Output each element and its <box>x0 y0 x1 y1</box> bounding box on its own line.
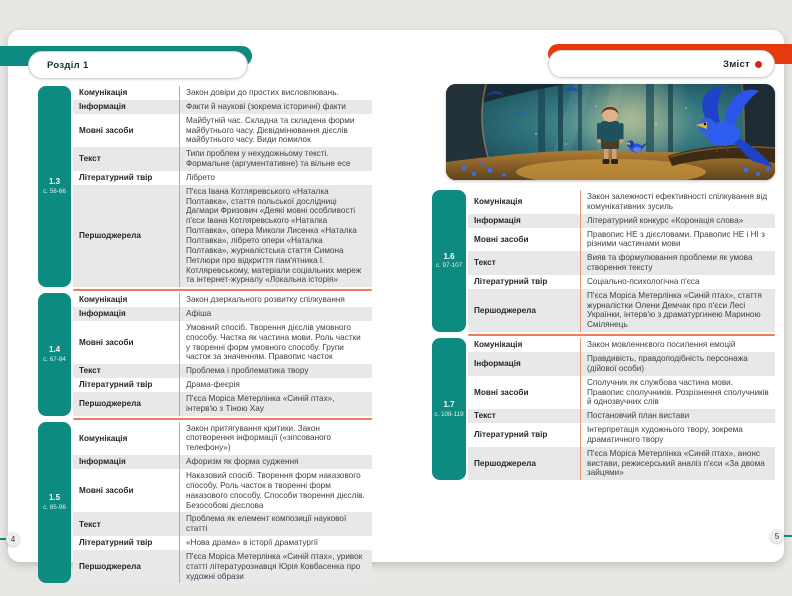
table-row <box>468 447 775 481</box>
table-row <box>468 352 775 376</box>
section-number: 1.5 <box>48 493 61 503</box>
row-text: Драма-феєрія <box>179 378 372 392</box>
table-row <box>73 512 372 536</box>
row-label: Мовні засоби <box>474 387 529 397</box>
table-row <box>468 409 775 423</box>
toc-section <box>432 338 775 480</box>
row-label: Інформація <box>474 359 521 369</box>
row-label: Комунікація <box>474 197 523 207</box>
table-row <box>73 422 372 456</box>
section-rows <box>468 190 775 332</box>
section-badge <box>38 422 71 584</box>
right-header-pill <box>548 50 775 78</box>
row-text: П'єса Івана Котляревського «Наталка Полтавка», стаття польської дослідниці Дагмари Фризович «Деякі мовні особливості п'єси Івана Котляревського «Наталка Полтавка», опера Миколи Лисенка «Наталка Полтавка», лібрето опери «Наталка Полтавка», журналістська стаття Симона Петлюри про відкриття пам'ятника І. Котляревському, матеріали соціальних мереж та інтернет-журналу «Локальна історія» <box>179 185 372 287</box>
row-text: Сполучник як службова частина мови. Правопис сполучників. Розрізнення сполучників й однозвучних слів <box>580 376 775 410</box>
section-number: 1.4 <box>48 345 61 354</box>
section-page-range: с. 108-119 <box>434 410 464 418</box>
left-contents-table <box>38 86 372 583</box>
toc-section <box>38 293 372 415</box>
table-row <box>73 147 372 171</box>
table-row <box>73 293 372 307</box>
row-text: Умовний спосіб. Творення дієслів умовного способу. Частка як частина мови. Роль частки у творенні форм умовного способу. Групи часток за значенням. Правопис часток <box>179 321 372 364</box>
row-text: Проблема як елемент композиції наукової статті <box>179 512 372 536</box>
row-text: Лібрето <box>179 171 372 185</box>
row-label: Інформація <box>79 457 126 467</box>
row-label: Літературний твір <box>474 430 548 440</box>
table-row <box>73 321 372 364</box>
row-label: Текст <box>79 154 101 164</box>
row-text: Правдивість, правдоподібність персонажа (дійової особи) <box>580 352 775 376</box>
forest-illustration <box>446 84 775 180</box>
page-number-label: 5 <box>774 531 780 541</box>
row-text: Закон довіри до простих висловлювань. <box>179 86 372 100</box>
row-label: Першоджерела <box>474 305 536 315</box>
row-label: Першоджерела <box>79 231 141 241</box>
table-row <box>468 338 775 352</box>
section-page-range: с. 67-84 <box>43 355 66 363</box>
row-label: Текст <box>474 258 496 268</box>
section-number: 1.6 <box>443 251 455 261</box>
row-label: Літературний твір <box>79 538 153 548</box>
row-label: Комунікація <box>79 295 128 305</box>
table-row <box>73 364 372 378</box>
section-separator <box>73 289 372 291</box>
section-badge <box>38 86 71 287</box>
row-label: Комунікація <box>79 88 128 98</box>
row-label: Літературний твір <box>474 277 548 287</box>
row-label: Літературний твір <box>79 173 153 183</box>
row-text: Афіша <box>179 307 372 321</box>
left-header-pill <box>28 51 248 79</box>
table-row <box>73 86 372 100</box>
table-row <box>468 376 775 410</box>
row-label: Інформація <box>474 215 521 225</box>
table-row <box>73 185 372 287</box>
table-row <box>73 171 372 185</box>
table-row <box>73 378 372 392</box>
row-text: Афоризм як форма судження <box>179 455 372 469</box>
section-badge <box>432 338 466 480</box>
row-label: Літературний твір <box>79 380 153 390</box>
row-label: Мовні засоби <box>79 485 134 495</box>
section-rows <box>73 86 372 287</box>
table-row <box>73 455 372 469</box>
table-row <box>468 289 775 332</box>
row-text: П'єса Моріса Метерлінка «Синій птах», уривок статті літературознавця Юрія Ковбасенка про художні образи <box>179 550 372 584</box>
section-page-range: с. 97-107 <box>435 262 463 270</box>
table-row <box>73 469 372 512</box>
toc-section <box>432 190 775 332</box>
row-label: Мовні засоби <box>474 234 529 244</box>
toc-section <box>38 86 372 287</box>
row-text: Типи проблем у нехудожньому тексті. Формальне (аргументативне) та вільне есе <box>179 147 372 171</box>
row-text: Вияв та формулювання проблеми як умова створення тексту <box>580 251 775 275</box>
row-text: Наказовий спосіб. Творення форм наказового способу. Роль часток в творенні форм наказового способу. Способи творення дієслів. Безособові дієслова <box>179 469 372 512</box>
row-text: Закон притягування критики. Закон спотворення інформації («зіпсованого телефону») <box>179 422 372 456</box>
section-separator <box>73 418 372 420</box>
table-row <box>468 423 775 447</box>
row-label: Комунікація <box>474 340 523 350</box>
page-number-line <box>783 535 792 537</box>
section-rows <box>468 338 775 480</box>
row-label: Мовні засоби <box>79 125 134 135</box>
table-row <box>468 190 775 214</box>
row-text: Соціально-психологічна п'єса <box>580 275 775 289</box>
row-text: Постановчий план вистави <box>580 409 775 423</box>
table-row <box>73 114 372 148</box>
page-number-label: 4 <box>10 534 16 544</box>
table-row <box>468 214 775 228</box>
table-row <box>468 275 775 289</box>
row-text: Інтерпретація художнього твору, зокрема драматичного твору <box>580 423 775 447</box>
section-separator <box>468 334 775 336</box>
table-row <box>73 536 372 550</box>
section-number: 1.3 <box>48 177 61 187</box>
row-label: Текст <box>474 411 496 421</box>
row-label: Мовні засоби <box>79 337 134 347</box>
section-badge <box>432 190 466 332</box>
right-contents-table <box>432 190 775 480</box>
table-row <box>468 228 775 252</box>
row-label: Першоджерела <box>79 561 141 571</box>
section-rows <box>73 293 372 415</box>
row-text: Факти й наукові (зокрема історичні) факти <box>179 100 372 114</box>
page-title: Зміст <box>722 58 750 70</box>
row-label: Інформація <box>79 102 126 112</box>
section-page-range: с. 85-96 <box>43 503 66 511</box>
page-title: Розділ 1 <box>47 59 89 71</box>
row-label: Першоджерела <box>79 399 141 409</box>
row-text: П'єса Моріса Метерлінка «Синій птах», анонс вистави, режисерський аналіз п'єси «За двома зайцями» <box>580 447 775 481</box>
row-label: Текст <box>79 519 101 529</box>
table-row <box>73 392 372 416</box>
row-text: П'єса Моріса Метерлінка «Синій птах», інтерв'ю з Тіною Хау <box>179 392 372 416</box>
row-label: Текст <box>79 366 101 376</box>
table-row <box>468 251 775 275</box>
row-text: «Нова драма» в історії драматургії <box>179 536 372 550</box>
row-label: Першоджерела <box>474 458 536 468</box>
toc-section <box>38 422 372 584</box>
section-rows <box>73 422 372 584</box>
row-label: Комунікація <box>79 433 128 443</box>
table-row <box>73 550 372 584</box>
table-row <box>73 307 372 321</box>
row-label: Інформація <box>79 309 126 319</box>
row-text: Закон мовленнєвого посилення емоцій <box>580 338 775 352</box>
red-dot-icon <box>755 61 762 68</box>
section-number: 1.7 <box>443 399 455 409</box>
row-text: Майбутній час. Складна та складена форми майбутнього часу. Дієвідмінювання дієслів майбутнього часу. Види помилок <box>179 114 372 148</box>
row-text: Закон дзеркального розвитку спілкування <box>179 293 372 307</box>
row-text: П'єса Моріса Метерлінка «Синій птах», стаття журналістки Олени Демчак про п'єси Лесі Українки, інтерв'ю з драматургинею Мариною Смілянець <box>580 289 775 332</box>
page-number-left <box>6 532 20 546</box>
row-text: Проблема і проблематика твору <box>179 364 372 378</box>
row-text: Правопис НЕ з дієсловами. Правопис НЕ і НІ з різними частинами мови <box>580 228 775 252</box>
page-number-right <box>770 529 784 543</box>
table-row <box>73 100 372 114</box>
section-page-range: с. 56-66 <box>43 187 66 195</box>
section-badge <box>38 293 71 415</box>
row-text: Закон залежності ефективності спілкування від комунікативних зусиль <box>580 190 775 214</box>
row-text: Літературний конкурс «Коронація слова» <box>580 214 775 228</box>
